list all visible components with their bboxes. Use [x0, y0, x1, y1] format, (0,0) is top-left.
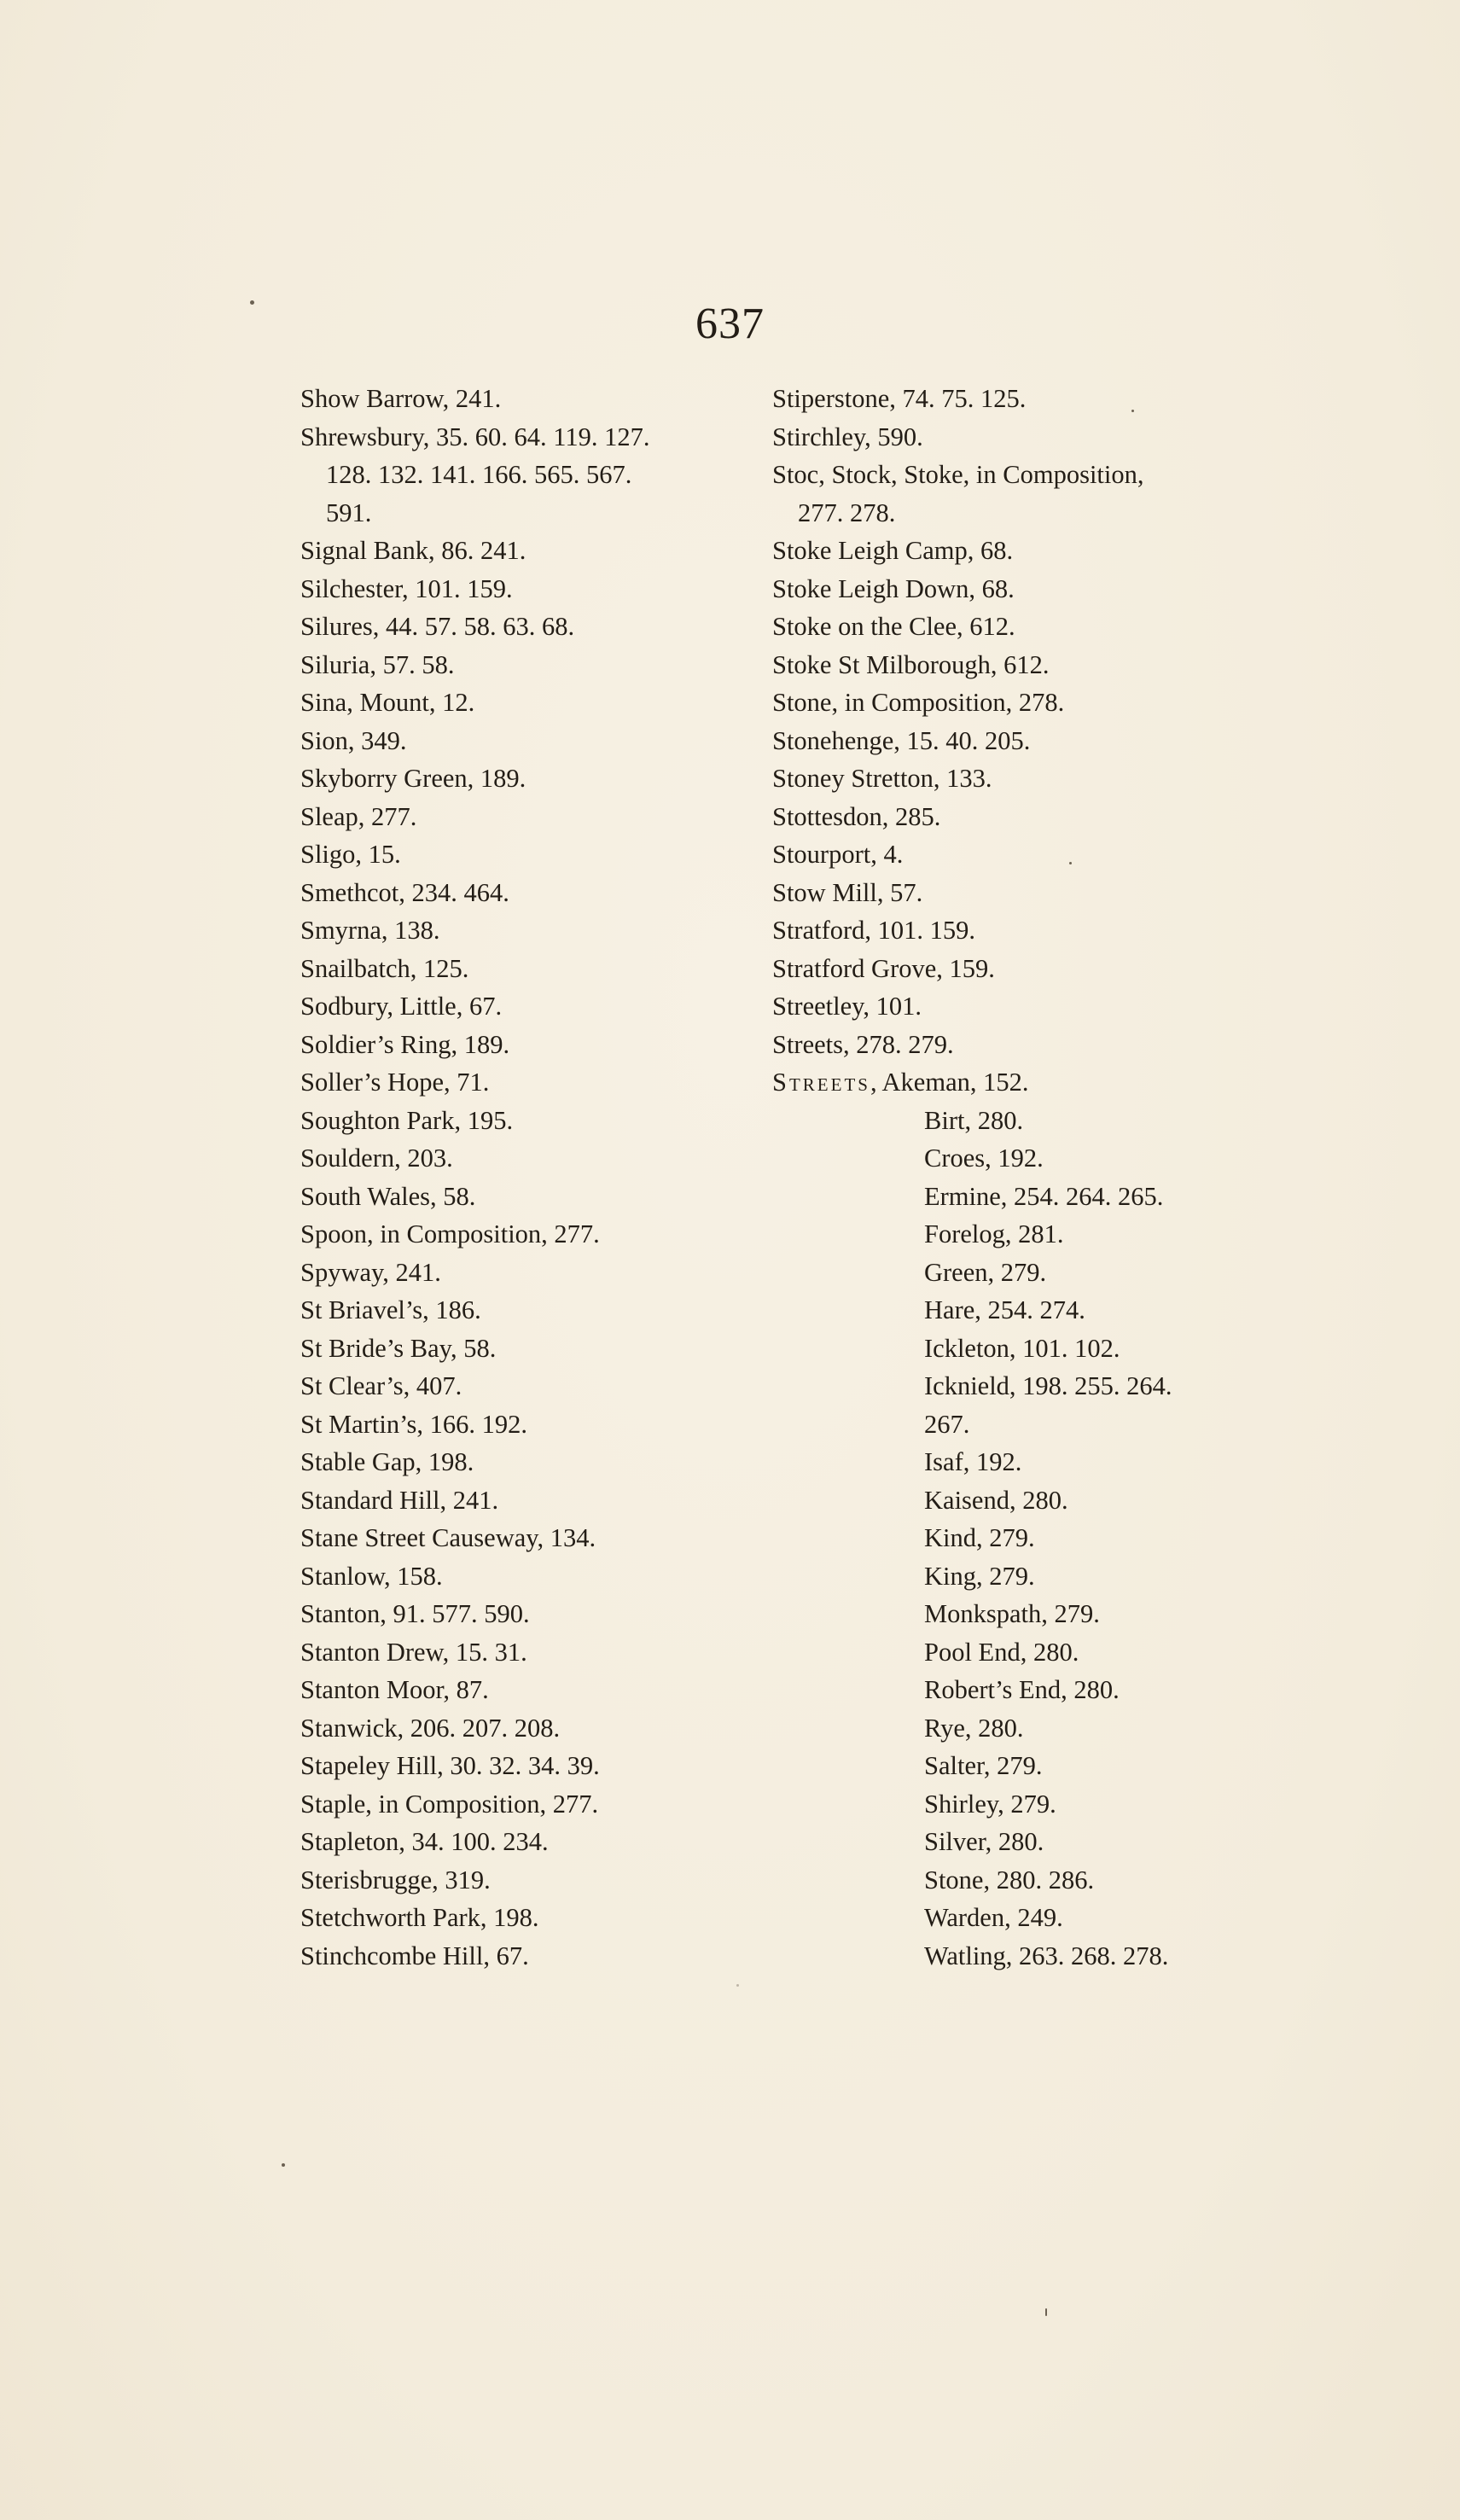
index-entry-text: Stanlow, 158. — [300, 1561, 443, 1591]
index-entry-text: Stanton, 91. 577. 590. — [300, 1599, 530, 1628]
index-entry-text: Stoke St Milborough, 612. — [772, 649, 1050, 679]
index-entry-text: Skyborry Green, 189. — [300, 764, 526, 793]
index-subentry — [772, 1481, 1216, 1520]
index-entry-text: Stapleton, 34. 100. 234. — [300, 1827, 549, 1856]
index-heading-entry — [772, 1063, 1216, 1102]
index-entry-text: Forelog, 281. — [924, 1219, 1064, 1248]
index-subentry — [772, 1899, 1216, 1937]
index-column-left — [300, 380, 744, 1975]
index-entry — [300, 1367, 744, 1405]
index-entry-text: Stone, in Composition, 278. — [772, 688, 1065, 717]
index-entry-text: Kind, 279. — [924, 1523, 1035, 1552]
index-entry-text: Standard Hill, 241. — [300, 1485, 499, 1515]
index-entry-text: Staple, in Composition, 277. — [300, 1789, 599, 1819]
index-entry — [300, 1254, 744, 1292]
index-subentry — [772, 1291, 1216, 1330]
index-entry-text: Stanwick, 206. 207. 208. — [300, 1713, 561, 1743]
index-entry-text: Monkspath, 279. — [924, 1599, 1100, 1628]
index-entry-text: Stoke Leigh Down, 68. — [772, 573, 1015, 603]
index-entry — [300, 1937, 744, 1976]
index-subentry — [772, 1139, 1216, 1178]
index-entry — [300, 532, 744, 570]
index-entry-text: St Briavel’s, 186. — [300, 1295, 481, 1324]
index-entry — [300, 874, 744, 912]
index-entry-text: Stottesdon, 285. — [772, 801, 941, 831]
index-entry-text: Stirchley, 590. — [772, 422, 923, 451]
index-entry-text: Stable Gap, 198. — [300, 1447, 474, 1476]
index-entry-text: Silver, 280. — [924, 1827, 1044, 1856]
index-entry — [300, 570, 744, 608]
index-entry — [772, 759, 1216, 798]
index-entry-text: Soldier’s Ring, 189. — [300, 1029, 510, 1059]
index-entry-text: Sion, 349. — [300, 725, 407, 755]
index-entry — [300, 1291, 744, 1330]
index-entry-text: Sterisbrugge, 319. — [300, 1865, 491, 1894]
index-heading-label: Streets — [772, 1068, 870, 1097]
index-entry-text: Stonehenge, 15. 40. 205. — [772, 725, 1031, 755]
index-entry-text: St Bride’s Bay, 58. — [300, 1333, 497, 1363]
index-subentry — [772, 1178, 1216, 1216]
index-entry-text: Stratford Grove, 159. — [772, 953, 995, 983]
index-entry-text: Stapeley Hill, 30. 32. 34. 39. — [300, 1751, 600, 1780]
index-entry-text: Robert’s End, 280. — [924, 1675, 1120, 1704]
index-entry-text: Spyway, 241. — [300, 1257, 441, 1287]
index-entry — [300, 1405, 744, 1444]
index-entry — [300, 950, 744, 988]
index-entry — [772, 798, 1216, 836]
index-entry — [300, 1026, 744, 1064]
paper-speck — [282, 2163, 285, 2167]
index-entry — [300, 418, 744, 457]
index-entry — [300, 1330, 744, 1368]
index-entry — [300, 722, 744, 760]
index-entry-text: Smyrna, 138. — [300, 916, 440, 945]
index-entry-text: Ermine, 254. 264. 265. — [924, 1181, 1164, 1211]
index-entry — [300, 1785, 744, 1824]
index-entry-text: , Akeman, 152. — [870, 1068, 1029, 1097]
index-entry-text: Sligo, 15. — [300, 840, 401, 869]
index-entry-text: Rye, 280. — [924, 1713, 1024, 1743]
index-entry-text: Stone, 280. 286. — [924, 1865, 1095, 1894]
index-entry-text: Stiperstone, 74. 75. 125. — [772, 384, 1027, 413]
index-entry — [300, 987, 744, 1026]
index-column-right — [772, 380, 1216, 1975]
index-entry-text: Stow Mill, 57. — [772, 877, 923, 907]
index-entry-text: Silures, 44. 57. 58. 63. 68. — [300, 612, 575, 641]
index-entry-text: Croes, 192. — [924, 1144, 1044, 1173]
index-entry — [772, 874, 1216, 912]
index-entry-text: Stanton Drew, 15. 31. — [300, 1637, 527, 1667]
index-entry — [300, 1443, 744, 1481]
index-entry — [300, 1595, 744, 1633]
index-entry — [772, 987, 1216, 1026]
paper-speck — [250, 300, 254, 305]
index-entry-continuation — [300, 494, 744, 533]
index-entry — [772, 380, 1216, 418]
index-entry-text: South Wales, 58. — [300, 1181, 476, 1211]
index-entry — [300, 1481, 744, 1520]
paper-speck — [1069, 862, 1072, 864]
index-entry-text: Pool End, 280. — [924, 1637, 1079, 1667]
index-entry — [300, 646, 744, 684]
index-entry-text: Souldern, 203. — [300, 1144, 453, 1173]
index-entry — [772, 950, 1216, 988]
index-entry-text: St Clear’s, 407. — [300, 1371, 462, 1400]
index-entry-text: 267. — [924, 1409, 970, 1439]
index-entry — [772, 456, 1216, 494]
index-entry-text: Sleap, 277. — [300, 801, 417, 831]
index-entry-text: Smethcot, 234. 464. — [300, 877, 509, 907]
index-entry — [772, 684, 1216, 722]
index-entry-text: Streetley, 101. — [772, 992, 922, 1021]
index-entry-text: Icknield, 198. 255. 264. — [924, 1371, 1172, 1400]
index-entry — [300, 1709, 744, 1748]
index-entry — [300, 1215, 744, 1254]
index-entry-text: Stoke on the Clee, 612. — [772, 612, 1015, 641]
index-entry — [300, 1178, 744, 1216]
index-entry — [300, 1519, 744, 1557]
index-entry — [772, 608, 1216, 646]
index-entry-text: Warden, 249. — [924, 1903, 1063, 1932]
index-entry-text: Stetchworth Park, 198. — [300, 1903, 539, 1932]
paper-speck — [1045, 2308, 1047, 2316]
index-entry — [772, 835, 1216, 874]
page-number: 637 — [695, 300, 765, 348]
index-entry-text: Snailbatch, 125. — [300, 953, 469, 983]
index-subentry — [772, 1671, 1216, 1709]
index-entry — [300, 1633, 744, 1672]
index-entry — [300, 759, 744, 798]
index-entry-text: Streets, 278. 279. — [772, 1029, 954, 1059]
index-subentry — [772, 1861, 1216, 1900]
index-entry-text: Isaf, 192. — [924, 1447, 1022, 1476]
index-entry-text: Siluria, 57. 58. — [300, 649, 455, 679]
index-subentry — [772, 1709, 1216, 1748]
index-entry-text: Spoon, in Composition, 277. — [300, 1219, 600, 1248]
index-entry-text: Stoke Leigh Camp, 68. — [772, 536, 1014, 565]
index-entry — [772, 1026, 1216, 1064]
index-entry — [772, 570, 1216, 608]
index-subentry — [772, 1102, 1216, 1140]
index-entry-text: Shirley, 279. — [924, 1789, 1056, 1819]
index-entry — [300, 1747, 744, 1785]
index-entry — [772, 646, 1216, 684]
index-entry-text: Ickleton, 101. 102. — [924, 1333, 1120, 1363]
index-entry — [772, 722, 1216, 760]
index-entry-text: 277. 278. — [798, 498, 896, 527]
index-entry-text: 128. 132. 141. 166. 565. 567. — [326, 460, 632, 489]
index-entry-text: Stratford, 101. 159. — [772, 916, 976, 945]
index-entry-text: Silchester, 101. 159. — [300, 573, 513, 603]
index-subentry — [772, 1823, 1216, 1861]
index-entry — [300, 1139, 744, 1178]
index-entry-text: Stane Street Causeway, 134. — [300, 1523, 596, 1552]
index-entry-text: Salter, 279. — [924, 1751, 1043, 1780]
index-entry-text: Stoney Stretton, 133. — [772, 764, 992, 793]
index-entry — [300, 798, 744, 836]
index-entry — [300, 835, 744, 874]
index-entry-text: Hare, 254. 274. — [924, 1295, 1085, 1324]
index-entry — [772, 532, 1216, 570]
paper-speck — [1131, 410, 1134, 412]
index-subentry — [772, 1937, 1216, 1976]
index-entry-text: Sina, Mount, 12. — [300, 688, 475, 717]
index-entry-text: Shrewsbury, 35. 60. 64. 119. 127. — [300, 422, 650, 451]
index-entry — [300, 911, 744, 950]
index-entry-continuation — [300, 456, 744, 494]
index-entry — [772, 911, 1216, 950]
index-subentry — [772, 1443, 1216, 1481]
index-entry-text: Watling, 263. 268. 278. — [924, 1941, 1169, 1970]
index-subentry — [772, 1557, 1216, 1596]
index-entry-text: King, 279. — [924, 1561, 1035, 1591]
index-subentry — [772, 1254, 1216, 1292]
index-entry-text: 591. — [326, 498, 372, 527]
index-entry-text: Sodbury, Little, 67. — [300, 992, 503, 1021]
index-entry-text: Soller’s Hope, 71. — [300, 1068, 490, 1097]
index-entry-text: Kaisend, 280. — [924, 1485, 1068, 1515]
paper-speck — [736, 1984, 739, 1987]
index-entry — [300, 1899, 744, 1937]
index-entry-text: Show Barrow, 241. — [300, 384, 502, 413]
index-entry-text: Soughton Park, 195. — [300, 1105, 514, 1135]
index-entry — [300, 1557, 744, 1596]
index-entry — [300, 1861, 744, 1900]
index-subentry — [772, 1215, 1216, 1254]
index-entry — [300, 1102, 744, 1140]
index-subentry-continuation — [772, 1405, 1216, 1444]
index-subentry — [772, 1367, 1216, 1405]
index-entry — [300, 380, 744, 418]
index-entry-text: Stanton Moor, 87. — [300, 1675, 489, 1704]
index-subentry — [772, 1595, 1216, 1633]
index-entry-text: Birt, 280. — [924, 1105, 1024, 1135]
index-entry — [300, 1823, 744, 1861]
index-entry-text: St Martin’s, 166. 192. — [300, 1409, 528, 1439]
index-entry-text: Green, 279. — [924, 1257, 1047, 1287]
index-subentry — [772, 1747, 1216, 1785]
index-entry-text: Stourport, 4. — [772, 840, 904, 869]
index-entry-text: Signal Bank, 86. 241. — [300, 536, 526, 565]
index-subentry — [772, 1633, 1216, 1672]
index-entry-text: Stinchcombe Hill, 67. — [300, 1941, 529, 1970]
index-subentry — [772, 1330, 1216, 1368]
index-entry — [772, 418, 1216, 457]
index-entry — [300, 1063, 744, 1102]
index-subentry — [772, 1785, 1216, 1824]
index-entry-text: Stoc, Stock, Stoke, in Composition, — [772, 460, 1144, 489]
index-entry — [300, 608, 744, 646]
index-entry — [300, 1671, 744, 1709]
index-entry — [300, 684, 744, 722]
index-subentry — [772, 1519, 1216, 1557]
index-entry-continuation — [772, 494, 1216, 533]
